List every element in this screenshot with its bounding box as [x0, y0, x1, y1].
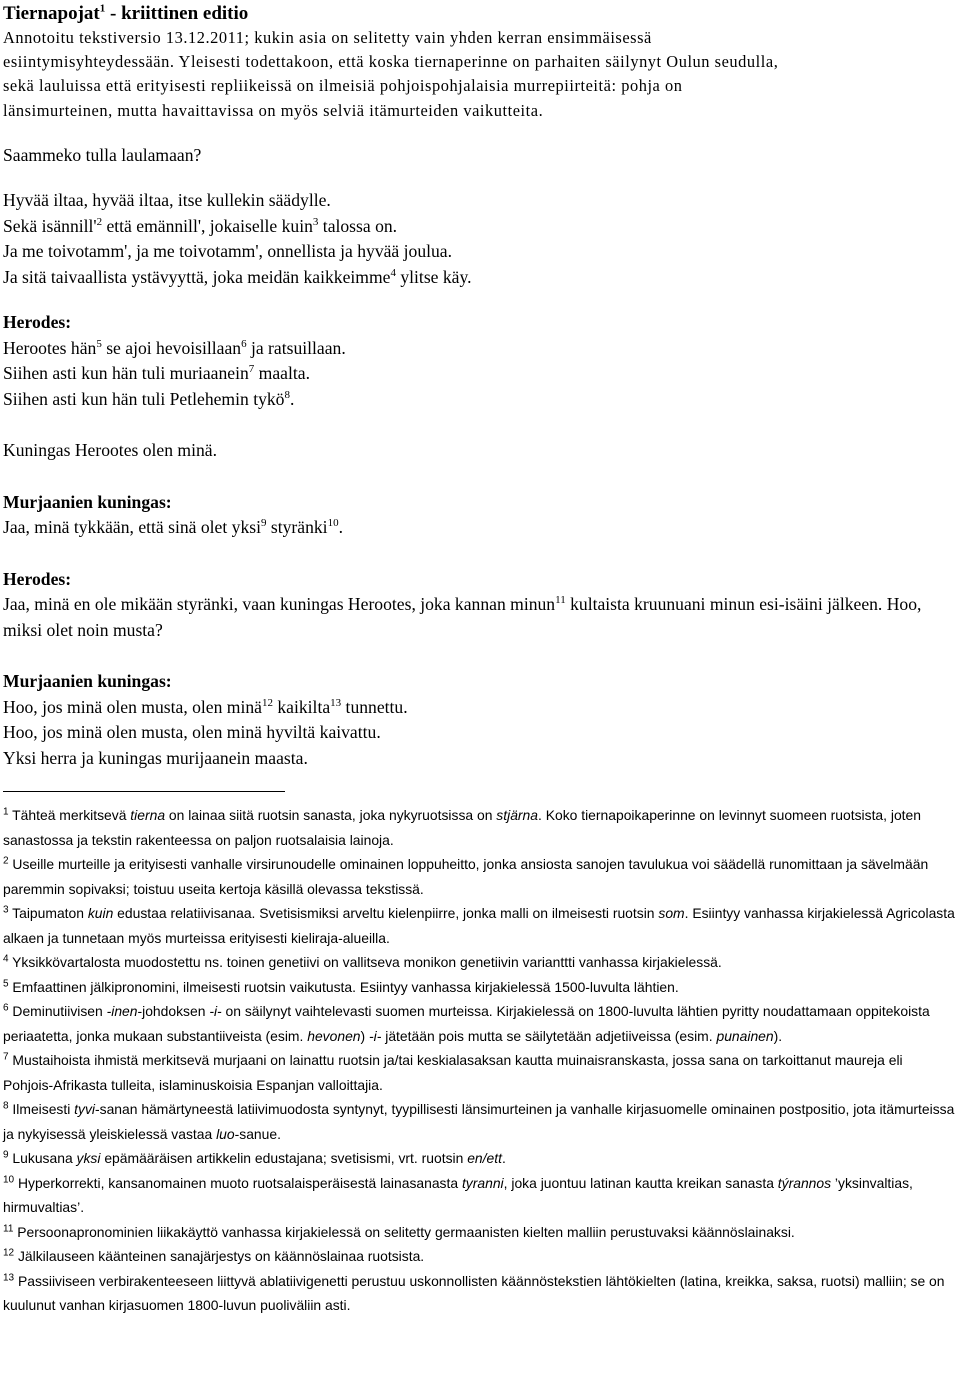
footnotes: [3, 803, 955, 1318]
verse-line: Hoo, jos minä olen musta, olen minä hyviltä kaivattu.: [3, 722, 381, 743]
verse-line: Herootes hän$^5$ se ajoi hevoisillaan$^6$ ja ratsuillaan.: [3, 337, 346, 358]
verse-line: Hyvää iltaa, hyvää iltaa, itse kullekin säädylle.: [3, 190, 331, 211]
footnote-9: $^9$ Lukusana yksi epämääräisen artikkelin edustajana; svetisismi, vrt. ruotsin en/ett.: [3, 1149, 506, 1167]
footnote-ref[interactable]: 3: [312, 215, 319, 228]
footnote-ref[interactable]: 11: [555, 594, 566, 607]
verse-line: Siihen asti kun hän tuli Petlehemin tykö$^8$.: [3, 388, 295, 409]
stanza-moor-king-1: [3, 490, 955, 541]
verse-line: Kuningas Herootes olen minä.: [3, 440, 218, 461]
verse-line: Sekä $isännill'^2$ että emännill', jokaiselle kuin$^3$ talossa on.: [3, 215, 398, 236]
verse-paragraph: Jaa, minä en ole mikään styränki, vaan kuningas Herootes, joka kannan minun$^{11}$ kultaista kruunuani minun esi-isäini jälkeen. Hoo, miksi olet noin musta?: [3, 594, 922, 640]
footnote-10: $^{10}$ Hyperkorrekti, kansanomainen muoto ruotsalaisperäisestä lainasanasta tyranni, joka juontuu latinan kautta kreikan sanasta týrannos ’yksinvaltias, hirmuvaltias’.: [3, 1174, 913, 1216]
footnote-5: $^5$ Emfaattinen jälkipronomini, ilmeisesti ruotsin vaikutusta. Esiintyy vanhassa kirjakielessä 1500-luvulta lähtien.: [3, 978, 679, 995]
footnote-ref[interactable]: 2: [96, 215, 103, 228]
footnote-ref[interactable]: 9: [260, 517, 267, 530]
footnote-ref[interactable]: 7: [248, 363, 255, 376]
stanza-greeting: [3, 188, 955, 290]
stanza-moor-king-2: [3, 669, 955, 771]
footnote-13: $^{13}$ Passiiviseen verbirakenteeseen liittyvä ablatiivigenetti perustuu uskonnollisten käännöstekstien lähtökielten (latina, kreikka, saksa, ruotsi) malliin; se on kuulunut vanhan kirjasuomen 1800-luvun puoliväliin asti.: [3, 1272, 945, 1314]
footnote-3: $^3$ Taipumaton kuin edustaa relatiivisanaa. Svetisismiksi arveltu kielenpiirre, jonka malli on ilmeisesti ruotsin som. Esiintyy vanhassa kirjakielessä Agricolasta alkaen ja tunnetaan myös murteissa erityisesti kieliraja-alueilla.: [3, 904, 955, 946]
speaker-label: Murjaanien kuningas:: [3, 671, 172, 692]
intro-line: sekä lauluissa että erityisesti repliikeissä on ilmeisiä pohjoispohjalaisia murrepiirteitä: pohja on: [3, 76, 683, 96]
footnote-1: $^1$ Tähteä merkitsevä tierna on lainaa siitä ruotsin sanasta, joka nykyruotsissa on stjärna. Koko tiernapoikaperinne on levinnyt suomeen ruotsista, joten sanastossa ja tekstin rakenteessa on paljon ruotsalaisia lainoja.: [3, 806, 921, 848]
intro-line: esiintymisyhteydessään. Yleisesti todettakoon, että koska tiernaperinne on parhaiten säilynyt Oulun seudulla,: [3, 52, 779, 72]
footnote-7: $^7$ Mustaihoista ihmistä merkitsevä murjaani on lainattu ruotsin ja/tai keskialasaksan kautta muinaisranskasta, jossa sana on tarkoittanut maureja eli Pohjois-Afrikasta tulleita, islaminuskoisia Espanjan valloittajia.: [3, 1051, 903, 1093]
speaker-label: Herodes:: [3, 312, 72, 333]
footnote-11: $^{11}$ Persoonapronominien liikakäyttö vanhassa kirjakielessä on selitetty germaanisten kielten malliin perustuvaksi käännöslainaksi.: [3, 1223, 795, 1240]
footnote-separator: [3, 791, 285, 792]
verse-line: Jaa, minä tykkään, että sinä olet yksi$^9$ styränki$^{10}$.: [3, 517, 343, 538]
intro-line: Annotoitu tekstiversio 13.12.2011; kukin asia on selitetty vain yhden kerran ensimmäisessä: [3, 28, 652, 47]
document-title: [3, 2, 955, 26]
footnote-12: $^{12}$ Jälkilauseen käänteinen sanajärjestys on käännöslainaa ruotsista.: [3, 1247, 425, 1265]
stanza-herodes-2: [3, 567, 955, 644]
footnote-ref[interactable]: 5: [96, 337, 102, 350]
footnote-ref[interactable]: 10: [327, 517, 339, 530]
verse-line: Hoo, jos minä olen musta, olen minä$^{12}$ kaikilta$^{13}$ tunnettu.: [3, 696, 408, 717]
title-subtitle: - kriittinen editio: [105, 3, 249, 24]
footnote-ref[interactable]: 12: [261, 696, 273, 709]
verse-line: Siihen asti kun hän tuli muriaanein$^7$ maalta.: [3, 363, 310, 384]
stanza-herodes-1: [3, 310, 955, 412]
verse-line: Ja sitä taivaallista ystävyyttä, joka meidän kaikkeimme$^4$ ylitse käy.: [3, 266, 472, 287]
speaker-label: Murjaanien kuningas:: [3, 491, 172, 512]
footnote-ref[interactable]: 6: [241, 337, 247, 350]
title-text: Tiernapojat: [3, 3, 100, 24]
verse-line: Yksi herra ja kuningas murijaanein maasta.: [3, 747, 308, 768]
footnote-ref[interactable]: 8: [284, 388, 290, 401]
footnote-2: $^2$ Useille murteille ja erityisesti vanhalle virsirunoudelle ominainen loppuheitto, jonka ansiosta sanojen tavulukua voi säädellä runomittaan ja sävelmään paremmin sopivaksi; toistuu useita kertoja käsillä olevassa tekstissä.: [3, 855, 929, 897]
document-page: [3, 0, 955, 1318]
intro-paragraph: [3, 26, 955, 123]
footnote-6: $^6$ Deminutiivisen -inen-johdoksen -i- on säilynyt vaihtelevasti suomen murteissa. Kirjakielessä on 1800-luvulta lähtien pyritty noudattamaan oppitekoista periaatetta, jonka mukaan substantiiveista (esim. hevonen) -i- jätetään pois mutta se säilytetään adjetiiveissa (esim. punainen).: [3, 1002, 930, 1044]
verse-line: Saammeko tulla laulamaan?: [3, 144, 202, 165]
verse-line: Ja me toivotamm', ja me toivotamm', onnellista ja hyvää joulua.: [3, 241, 453, 262]
speaker-label: Herodes:: [3, 568, 72, 589]
footnote-4: $^4$ Yksikkövartalosta muodostettu ns. toinen genetiivi on vallitseva monikon genetiivin varianttti vanhassa kirjakielessä.: [3, 953, 722, 971]
footnote-ref[interactable]: 13: [330, 696, 342, 709]
footnote-ref[interactable]: 4: [390, 266, 396, 279]
intro-line: länsimurteinen, mutta havaittavissa on myös selviä itämurteiden vaikutteita.: [3, 100, 544, 120]
song-text: [3, 123, 955, 772]
footnote-8: $^8$ Ilmeisesti tyvi-sanan hämärtyneestä latiivimuodosta syntynyt, tyypillisesti länsimurteinen ja vanhalle kirjasuomelle ominainen postpositio, jota itämurteissa ja nykyisessä yleiskielessä vastaa luo-sanue.: [3, 1100, 955, 1142]
footnote-ref[interactable]: 1: [99, 2, 106, 15]
